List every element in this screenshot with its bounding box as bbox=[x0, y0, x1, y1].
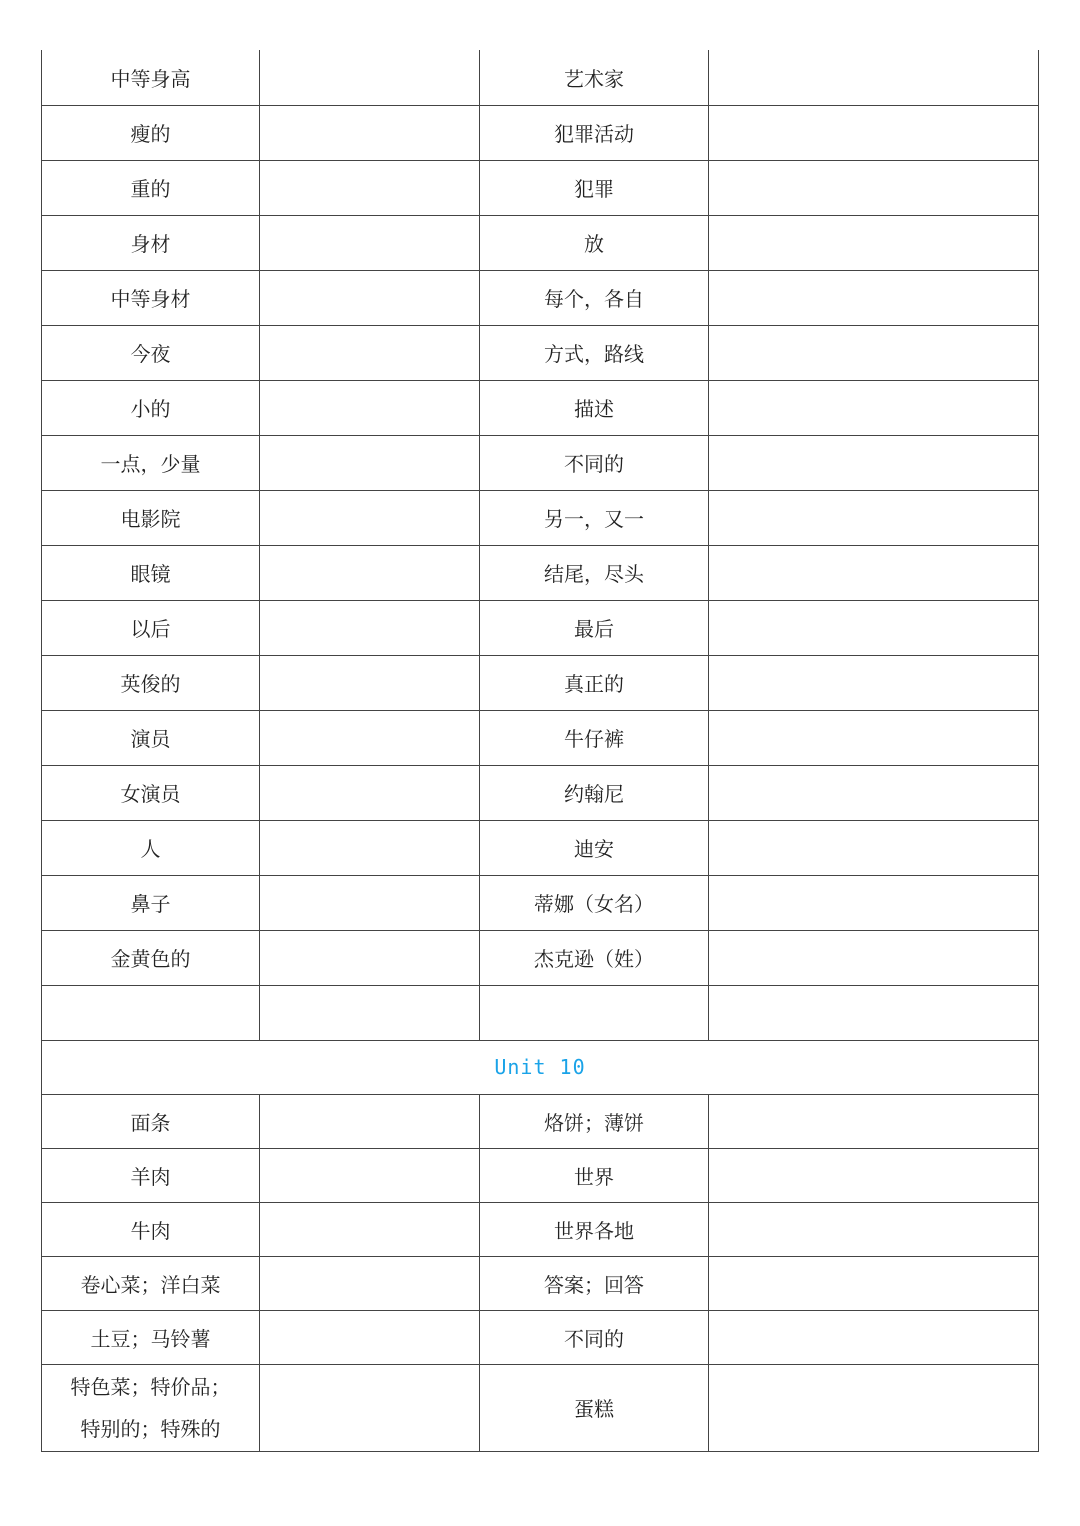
answer-blank[interactable] bbox=[260, 1148, 480, 1202]
chinese-term: 描述 bbox=[480, 380, 709, 435]
answer-blank[interactable] bbox=[260, 600, 480, 655]
chinese-term: 真正的 bbox=[480, 655, 709, 710]
chinese-term: 杰克逊（姓） bbox=[480, 930, 709, 985]
chinese-term: 烙饼；薄饼 bbox=[480, 1094, 709, 1148]
chinese-term: 艺术家 bbox=[480, 50, 709, 105]
chinese-term: 牛仔裤 bbox=[480, 710, 709, 765]
table-row bbox=[42, 1148, 1039, 1202]
chinese-term: 方式，路线 bbox=[480, 325, 709, 380]
answer-blank[interactable] bbox=[260, 1310, 480, 1364]
table-row bbox=[42, 930, 1039, 985]
chinese-term: 人 bbox=[42, 820, 260, 875]
chinese-term: 迪安 bbox=[480, 820, 709, 875]
chinese-term: 犯罪 bbox=[480, 160, 709, 215]
chinese-term: 金黄色的 bbox=[42, 930, 260, 985]
answer-blank[interactable] bbox=[709, 325, 1039, 380]
chinese-term: 世界 bbox=[480, 1148, 709, 1202]
answer-blank[interactable] bbox=[709, 1202, 1039, 1256]
chinese-term: 每个，各自 bbox=[480, 270, 709, 325]
answer-blank[interactable] bbox=[709, 710, 1039, 765]
table-row bbox=[42, 490, 1039, 545]
table-row bbox=[42, 105, 1039, 160]
answer-blank[interactable] bbox=[260, 875, 480, 930]
chinese-term: 重的 bbox=[42, 160, 260, 215]
chinese-term: 土豆；马铃薯 bbox=[42, 1310, 260, 1364]
answer-blank[interactable] bbox=[260, 1094, 480, 1148]
table-row-empty bbox=[42, 985, 1039, 1040]
chinese-term: 约翰尼 bbox=[480, 765, 709, 820]
answer-blank[interactable] bbox=[709, 490, 1039, 545]
chinese-term: 小的 bbox=[42, 380, 260, 435]
answer-blank[interactable] bbox=[260, 380, 480, 435]
table-row bbox=[42, 1256, 1039, 1310]
answer-blank[interactable] bbox=[709, 160, 1039, 215]
answer-blank[interactable] bbox=[260, 820, 480, 875]
table-row bbox=[42, 655, 1039, 710]
table-row bbox=[42, 820, 1039, 875]
chinese-term: 蒂娜（女名） bbox=[480, 875, 709, 930]
answer-blank[interactable] bbox=[709, 820, 1039, 875]
table-row bbox=[42, 545, 1039, 600]
answer-blank[interactable] bbox=[709, 655, 1039, 710]
table-row bbox=[42, 710, 1039, 765]
table-row bbox=[42, 380, 1039, 435]
answer-blank[interactable] bbox=[709, 1364, 1039, 1451]
answer-blank[interactable] bbox=[260, 985, 480, 1040]
answer-blank[interactable] bbox=[709, 930, 1039, 985]
answer-blank[interactable] bbox=[260, 710, 480, 765]
answer-blank[interactable] bbox=[709, 50, 1039, 105]
chinese-term: 牛肉 bbox=[42, 1202, 260, 1256]
table-row bbox=[42, 1310, 1039, 1364]
chinese-term: 一点，少量 bbox=[42, 435, 260, 490]
chinese-term: 结尾，尽头 bbox=[480, 545, 709, 600]
chinese-term: 演员 bbox=[42, 710, 260, 765]
answer-blank[interactable] bbox=[260, 325, 480, 380]
chinese-term: 面条 bbox=[42, 1094, 260, 1148]
unit-9-section bbox=[42, 50, 1039, 1040]
answer-blank[interactable] bbox=[709, 215, 1039, 270]
chinese-term-multiline bbox=[42, 1364, 260, 1451]
answer-blank[interactable] bbox=[709, 105, 1039, 160]
chinese-term: 中等身高 bbox=[42, 50, 260, 105]
unit-title: Unit 10 bbox=[42, 1040, 1039, 1094]
answer-blank[interactable] bbox=[709, 1310, 1039, 1364]
chinese-term: 女演员 bbox=[42, 765, 260, 820]
chinese-term: 答案；回答 bbox=[480, 1256, 709, 1310]
answer-blank[interactable] bbox=[709, 380, 1039, 435]
chinese-term: 以后 bbox=[42, 600, 260, 655]
chinese-term: 不同的 bbox=[480, 435, 709, 490]
answer-blank[interactable] bbox=[260, 50, 480, 105]
chinese-term bbox=[42, 985, 260, 1040]
answer-blank[interactable] bbox=[709, 435, 1039, 490]
chinese-term: 羊肉 bbox=[42, 1148, 260, 1202]
chinese-term: 眼镜 bbox=[42, 545, 260, 600]
answer-blank[interactable] bbox=[260, 1202, 480, 1256]
table-row bbox=[42, 435, 1039, 490]
table-row bbox=[42, 325, 1039, 380]
table-row bbox=[42, 160, 1039, 215]
chinese-term: 电影院 bbox=[42, 490, 260, 545]
chinese-term bbox=[480, 985, 709, 1040]
answer-blank[interactable] bbox=[260, 490, 480, 545]
answer-blank[interactable] bbox=[260, 1364, 480, 1451]
answer-blank[interactable] bbox=[709, 875, 1039, 930]
chinese-term: 卷心菜；洋白菜 bbox=[42, 1256, 260, 1310]
table-row bbox=[42, 1202, 1039, 1256]
answer-blank[interactable] bbox=[709, 1148, 1039, 1202]
vocabulary-table bbox=[41, 50, 1039, 1452]
answer-blank[interactable] bbox=[260, 435, 480, 490]
table-row bbox=[42, 875, 1039, 930]
chinese-term: 另一，又一 bbox=[480, 490, 709, 545]
unit-header-row bbox=[42, 1040, 1039, 1094]
table-row bbox=[42, 215, 1039, 270]
chinese-term: 今夜 bbox=[42, 325, 260, 380]
answer-blank[interactable] bbox=[260, 1256, 480, 1310]
answer-blank[interactable] bbox=[260, 160, 480, 215]
chinese-term: 最后 bbox=[480, 600, 709, 655]
answer-blank[interactable] bbox=[260, 105, 480, 160]
chinese-term: 中等身材 bbox=[42, 270, 260, 325]
answer-blank[interactable] bbox=[709, 545, 1039, 600]
answer-blank[interactable] bbox=[260, 270, 480, 325]
answer-blank[interactable] bbox=[709, 600, 1039, 655]
chinese-term: 瘦的 bbox=[42, 105, 260, 160]
answer-blank[interactable] bbox=[260, 655, 480, 710]
answer-blank[interactable] bbox=[260, 545, 480, 600]
unit-10-section bbox=[42, 1040, 1039, 1451]
table-row bbox=[42, 50, 1039, 105]
table-row bbox=[42, 270, 1039, 325]
table-row bbox=[42, 765, 1039, 820]
chinese-term: 世界各地 bbox=[480, 1202, 709, 1256]
chinese-term: 鼻子 bbox=[42, 875, 260, 930]
answer-blank[interactable] bbox=[260, 930, 480, 985]
table-row bbox=[42, 1364, 1039, 1451]
answer-blank[interactable] bbox=[709, 1256, 1039, 1310]
chinese-term: 身材 bbox=[42, 215, 260, 270]
answer-blank[interactable] bbox=[260, 215, 480, 270]
chinese-term: 不同的 bbox=[480, 1310, 709, 1364]
answer-blank[interactable] bbox=[709, 765, 1039, 820]
chinese-term: 英俊的 bbox=[42, 655, 260, 710]
answer-blank[interactable] bbox=[709, 270, 1039, 325]
term-line: 特别的；特殊的 bbox=[80, 1416, 221, 1441]
chinese-term: 蛋糕 bbox=[480, 1364, 709, 1451]
answer-blank[interactable] bbox=[709, 1094, 1039, 1148]
answer-blank[interactable] bbox=[709, 985, 1039, 1040]
table-row bbox=[42, 1094, 1039, 1148]
table-row bbox=[42, 600, 1039, 655]
answer-blank[interactable] bbox=[260, 765, 480, 820]
term-line: 特色菜；特价品； bbox=[70, 1374, 231, 1399]
chinese-term: 放 bbox=[480, 215, 709, 270]
chinese-term: 犯罪活动 bbox=[480, 105, 709, 160]
